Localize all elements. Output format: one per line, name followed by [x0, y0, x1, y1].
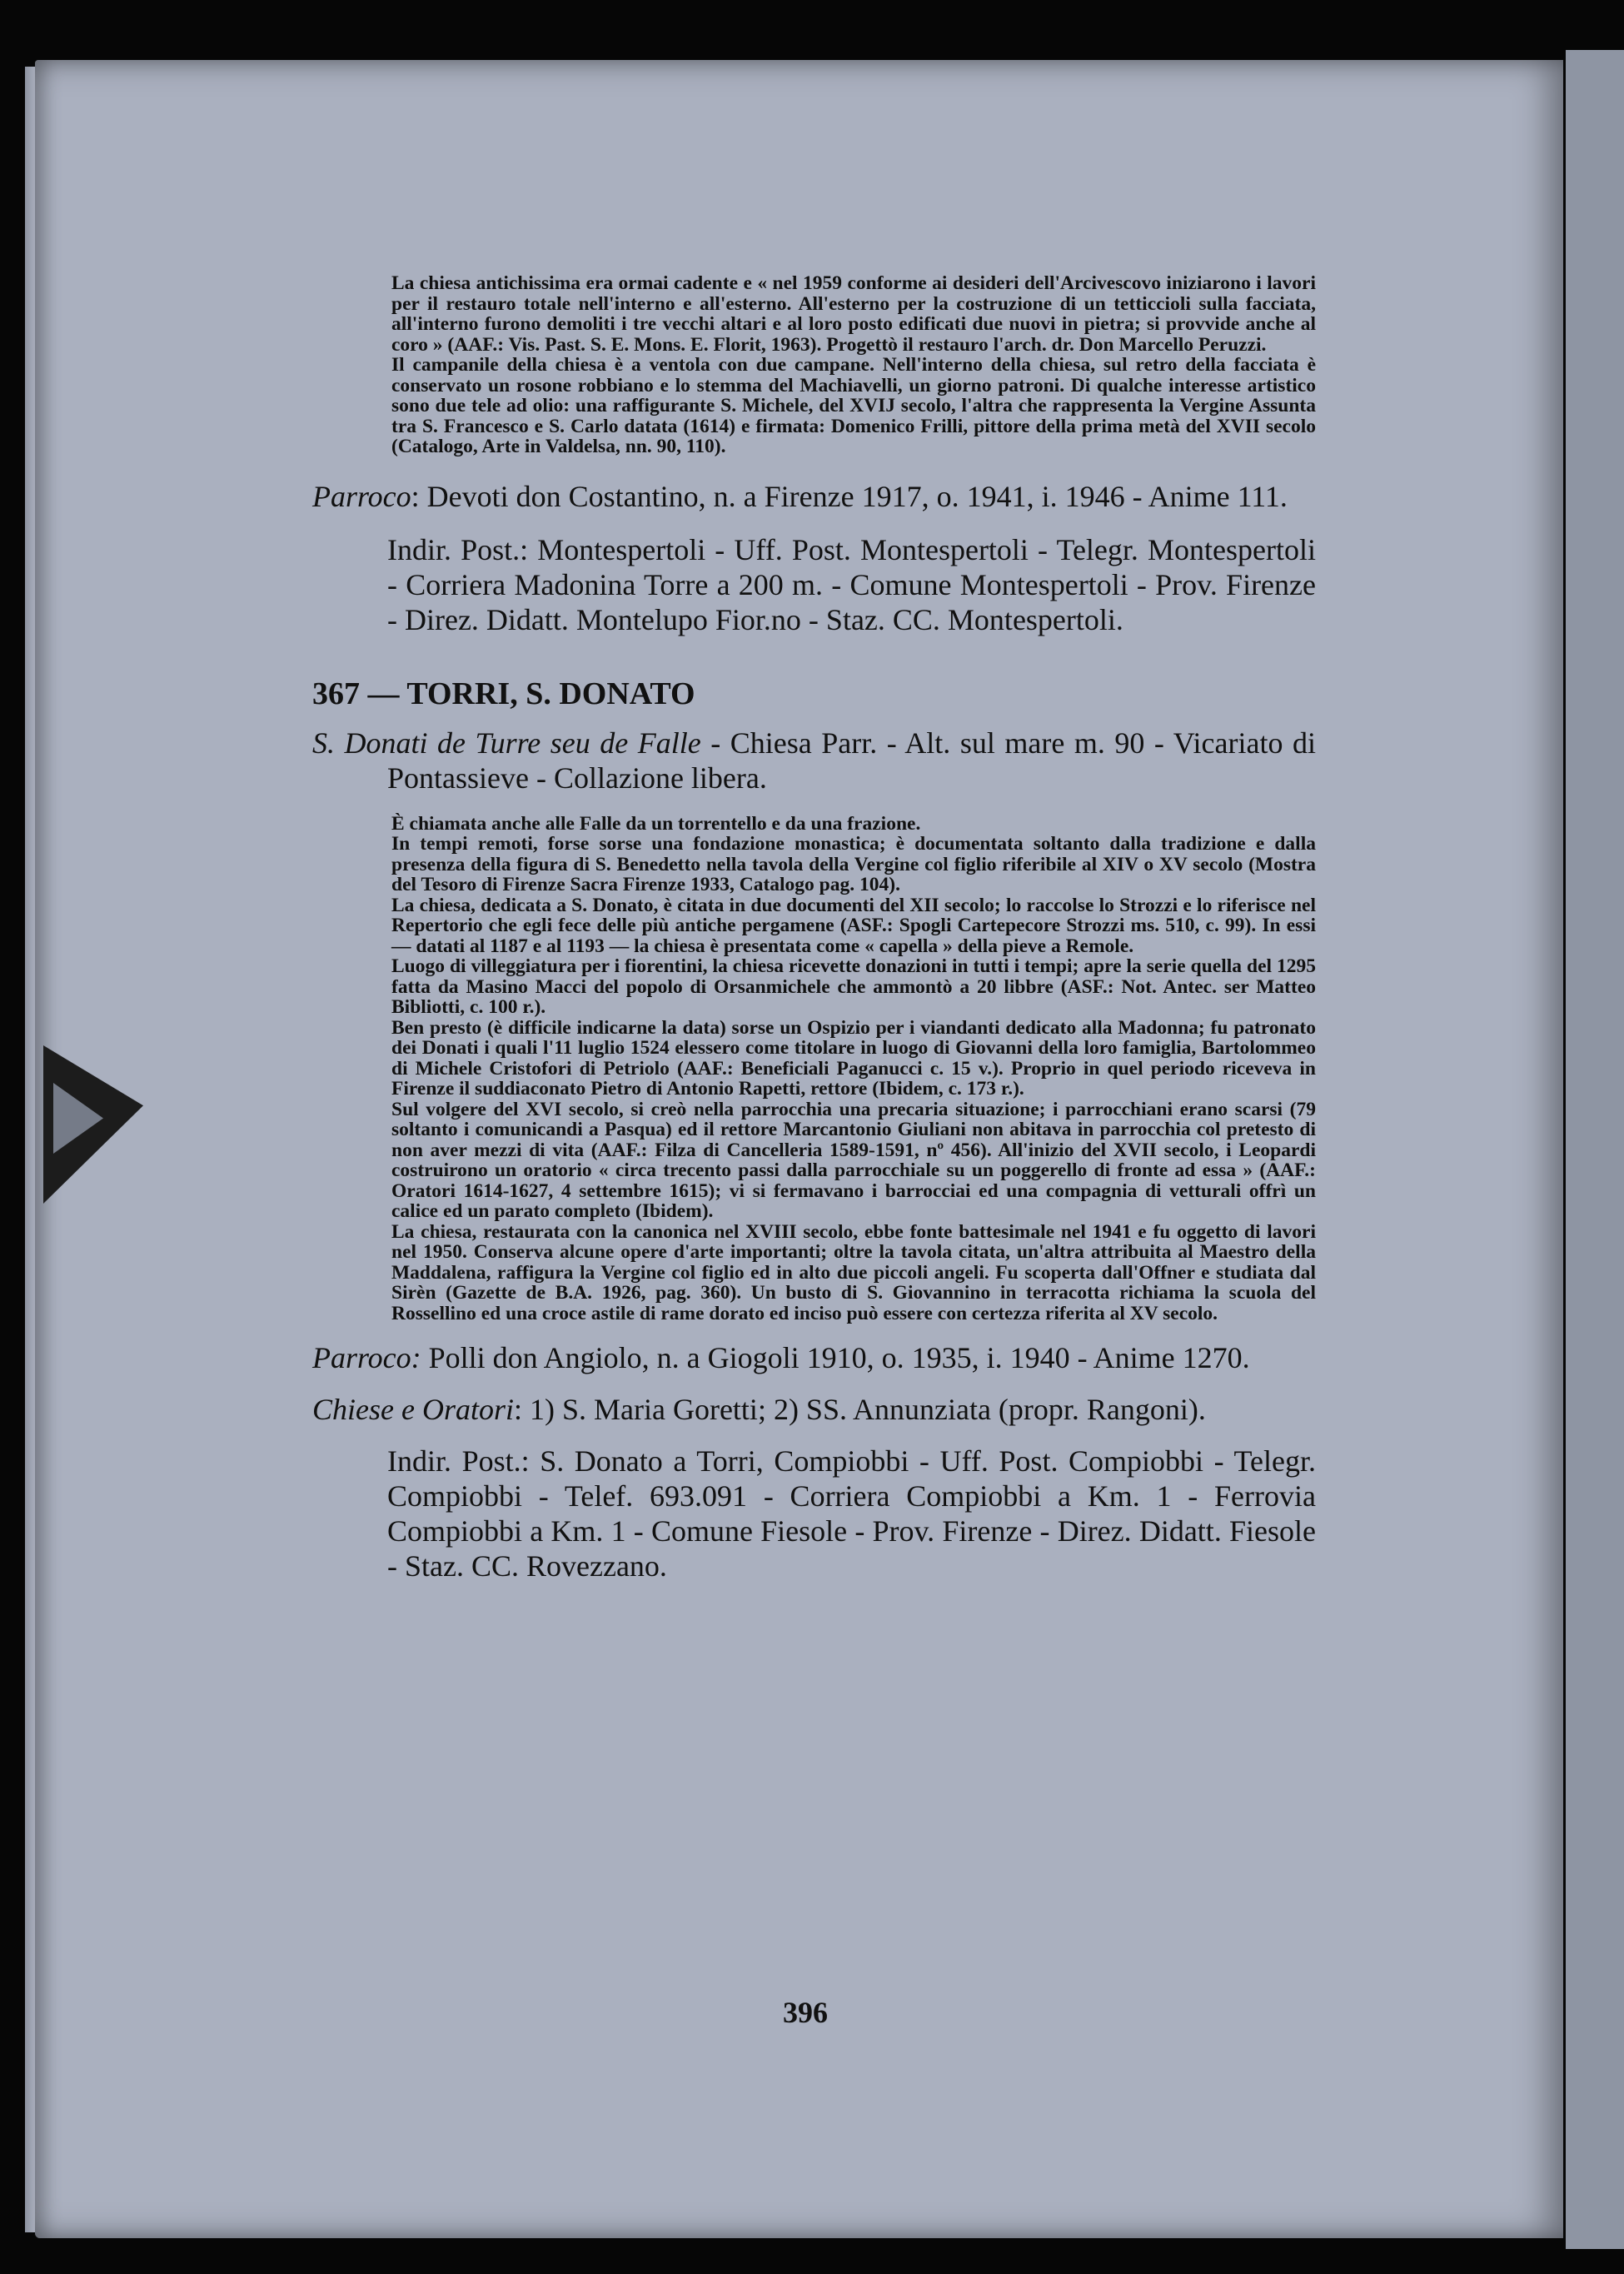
parroco-line-1: Parroco: Devoti don Costantino, n. a Firenze 1917, o. 1941, i. 1946 - Anime 111.	[312, 479, 1288, 513]
paragraph: In tempi remoti, forse sorse una fondazione monastica; è documentata soltanto dalla tradizione e dalla presenza della figura di S. Benedetto nella tavola della Vergine col figlio riferibile al XIV o XV secolo (Mostra del Tesoro di Firenze Sacra Firenze 1933, Catalogo pag. 104).	[391, 833, 1316, 895]
parroco-line-2	[312, 1340, 1316, 1375]
postal-address-1: Indir. Post.: Montespertoli - Uff. Post. Montespertoli - Telegr. Montespertoli - Corriera Madonina Torre a 200 m. - Comune Montespertoli - Prov. Firenze - Direz. Didatt. Montelupo Fior.no - Staz. CC. Montespertoli.	[387, 532, 1316, 636]
postal-address-2: Indir. Post.: S. Donato a Torri, Compiobbi - Uff. Post. Compiobbi - Telegr. Compiobbi - Telef. 693.091 - Corriera Compiobbi a Km. 1 - Ferrovia Compiobbi a Km. 1 - Comune Fiesole - Prov. Firenze - Direz. Didatt. Fiesole - Staz. CC. Rovezzano.	[387, 1444, 1316, 1583]
chiese-line: Chiese e Oratori: 1) S. Maria Goretti; 2) SS. Annunziata (propr. Rangoni).	[312, 1393, 1206, 1426]
history-notes-2	[391, 814, 1316, 1324]
paragraph: Sul volgere del XVI secolo, si creò nella parrocchia una precaria situazione; i parrocchiani erano scarsi (79 soltanto i comunicandi a Pasqua) ed il rettore Marcantonio Giuliani non abitava in parrocchia col pretesto di non aver mezzi di vita (AAF.: Filza di Cancelleria 1589-1591, nº 456). All'inizio del XVII secolo, i Leopardi costruirono un oratorio « circa trecento passi dalla parrocchiale su un poggerello di fronte ad essa » (AAF.: Oratori 1614-1627, 4 settembre 1615); vi si fermavano i barrocciai ed una compagnia di vetturali offrì un calice ed un parato completo (Ibidem).	[391, 1098, 1316, 1222]
parroco-label: Parroco:	[312, 1341, 421, 1374]
parroco-text: Devoti don Costantino, n. a Firenze 1917, o. 1941, i. 1946 - Anime 111.	[426, 479, 1288, 513]
paragraph: Il campanile della chiesa è a ventola con due campane. Nell'interno della chiesa, sul retro della facciata è conservato un rosone robbiano e lo stemma del Machiavelli, un giorno patroni. Di qualche interesse artistico sono due tele ad olio: una raffigurante S. Michele, del XVIJ secolo, l'altra che rappresenta la Vergine Assunta tra S. Francesco e S. Carlo datata (1614) e firmata: Domenico Frilli, pittore della prima metà del XVII secolo (Catalogo, Arte in Valdelsa, nn. 90, 110).	[391, 354, 1316, 457]
latin-name-line	[312, 726, 1316, 795]
paragraph: Ben presto (è difficile indicarne la data) sorse un Ospizio per i viandanti dedicato alla Madonna; fu patronato dei Donati i quali l'11 luglio 1524 elessero come titolare in luogo di Giovanni della loro famiglia, Bartolommeo di Michele Cristofori di Petriolo (AAF.: Beneficiali Paganucci c. 15 v.). Proprio in quel periodo riceveva in Firenze il suddiaconato Pietro di Antonio Rapetti, rettore (Ibidem, c. 173 r.).	[391, 1016, 1316, 1100]
page-number: 396	[783, 1996, 828, 2029]
next-page-edge	[1566, 50, 1624, 2249]
chiese-label: Chiese e Oratori	[312, 1393, 514, 1426]
parroco-label: Parroco	[312, 479, 411, 513]
latin-name: S. Donati de Turre seu de Falle	[312, 726, 701, 760]
paragraph: È chiamata anche alle Falle da un torrentello e da una frazione.	[391, 812, 921, 835]
chiese-text: 1) S. Maria Goretti; 2) SS. Annunziata (propr. Rangoni).	[530, 1393, 1206, 1426]
entry-heading: 367 — TORRI, S. DONATO	[312, 676, 695, 711]
paragraph: Luogo di villeggiatura per i fiorentini, la chiesa ricevette donazioni in tutti i tempi; apre la serie quella del 1295 fatta da Masino Macci del popolo di Orsanmichele che ammontò a 20 libbre (ASF.: Not. Antec. ser Matteo Bibliotti, c. 100 r.).	[391, 955, 1316, 1018]
paragraph: La chiesa, dedicata a S. Donato, è citata in due documenti del XII secolo; lo raccolse lo Strozzi e lo riferisce nel Repertorio che egli fece delle più antiche pergamene (ASF.: Spogli Cartepecore Strozzi ms. 510, c. 99). In essi — datati al 1187 e al 1193 — la chiesa è presentata come « capella » della pieve a Remole.	[391, 894, 1316, 957]
page-content	[312, 273, 1316, 1583]
parroco-text: Polli don Angiolo, n. a Giogoli 1910, o. 1935, i. 1940 - Anime 1270.	[428, 1341, 1250, 1374]
paragraph: La chiesa, restaurata con la canonica nel XVIII secolo, ebbe fonte battesimale nel 1941 e fu oggetto di lavori nel 1950. Conserva alcune opere d'arte importanti; oltre la tavola citata, un'altra attribuita al Maestro della Maddalena, raffigura la Vergine col figlio ed in alto due piccoli angeli. Fu scoperta dall'Offner e studiata dal Sirèn (Gazette de B.A. 1926, pag. 360). Un busto di S. Giovannino in terracotta richiama la scuola del Rossellino ed una croce astile di rame dorato ed inciso può essere con certezza riferita al XV secolo.	[391, 1220, 1316, 1324]
latin-text: - Chiesa Parr. - Alt. sul mare m. 90 - Vicariato di Pontassieve - Collazione libera.	[387, 726, 1317, 795]
paragraph: La chiesa antichissima era ormai cadente e « nel 1959 conforme ai desideri dell'Arcivescovo iniziarono i lavori per il restauro totale nell'interno e all'esterno. All'esterno per la costruzione di un tetticcioli sulla facciata, all'interno furono demoliti i tre vecchi altari e al loro posto edificati due nuovi in pietra; si provvide anche al coro » (AAF.: Vis. Past. S. E. Mons. E. Florit, 1963). Progettò il restauro l'arch. dr. Don Marcello Peruzzi.	[391, 272, 1316, 356]
history-notes-1	[391, 273, 1316, 457]
